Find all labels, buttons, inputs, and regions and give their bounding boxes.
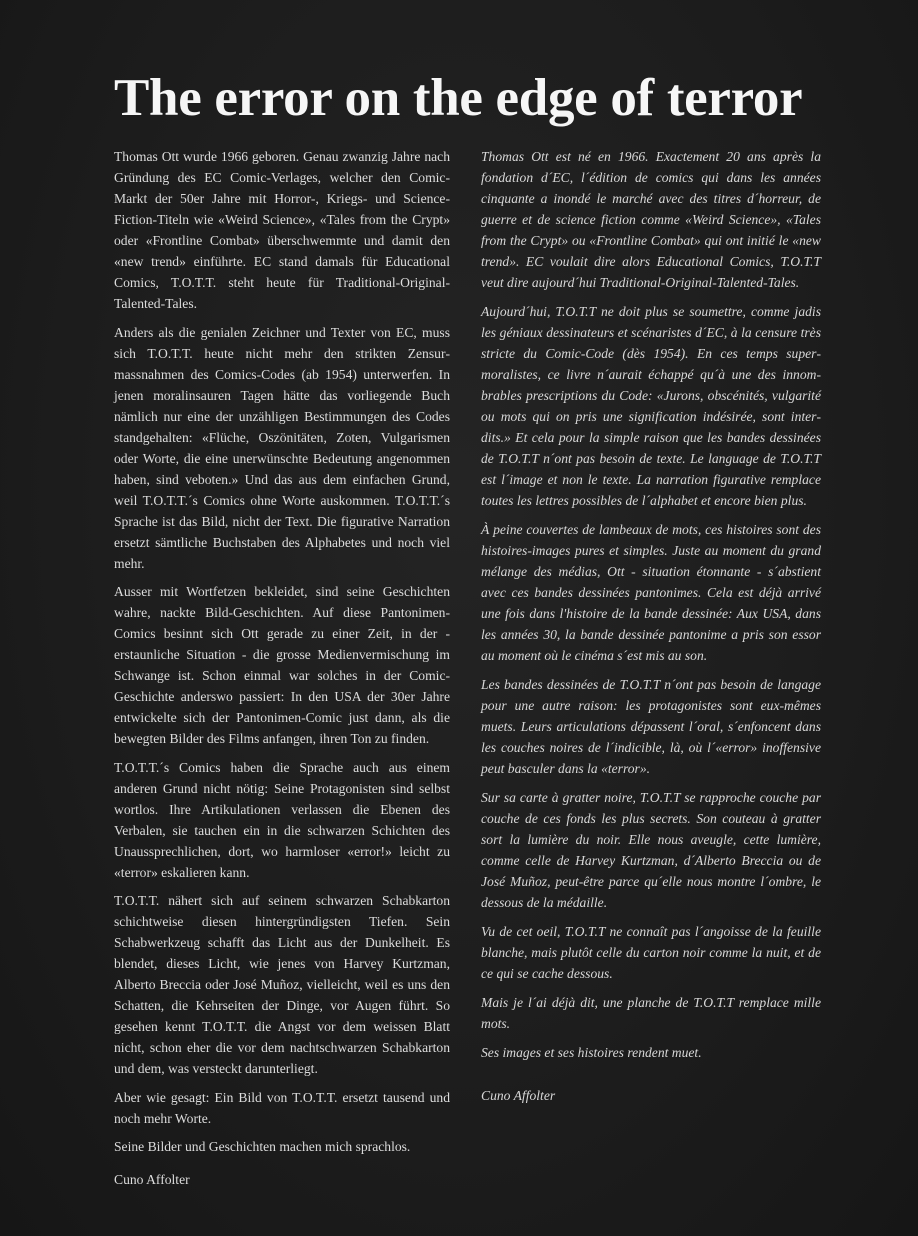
- french-paragraph: À peine couvertes de lambeaux de mots, ces histoires sont des histoires-images pures et simples. Juste au moment du grand mélange des médias, Ott - situation étonnante - s´abstient avec ces bandes dessinées pantonimes. Cela est déjà arrivé une fois dans l'histoire de la bande dessinée: Aux USA, dans les années 30, la bande dessinée pantonime a pris son essor au moment où le cinéma s´est mis au son.: [481, 522, 821, 663]
- french-paragraph: Mais je l´ai déjà dit, une planche de T.O.T.T remplace mille mots.: [481, 995, 821, 1031]
- german-paragraph: T.O.T.T. nähert sich auf seinem schwarzen Schabkarton schichtweise diesen hintergründigsten Tiefen. Sein Schabwerkzeug schafft das Licht aus der Dunkelheit. Es blendet, dieses Licht, wie jenes von Harvey Kurtzman, Alberto Breccia oder José Muñoz, vielleicht, weil es uns den Schatten, die Kehrseiten der Dinge, vor Augen führt. So gesehen kennt T.O.T.T. die Angst vor dem weissen Blatt nicht, schon eher die vor dem nachtschwarzen Schabkarton und dem, was versteckt darunterliegt.: [114, 893, 450, 1076]
- french-signature: Cuno Affolter: [481, 1088, 556, 1103]
- german-paragraph: Ausser mit Wortfetzen bekleidet, sind seine Geschichten wahre, nackte Bild-Geschichten. Auf diese Pantonimen-Comics besinnt sich Ott gerade zu einer Zeit, in der - erstaunliche Situation - die grosse Medienvermischung im Schwange ist. Schon einmal war solches in der Comic-Geschichte anderswo passiert: In den USA der 30er Jahre entwickelte sich der Pantonimen-Comic just dann, als die bewegten Bilder des Films anfangen, ihren Ton zu finden.: [114, 584, 450, 746]
- page-title: The error on the edge of terror: [114, 69, 803, 127]
- french-paragraph: Aujourd´hui, T.O.T.T ne doit plus se soumettre, comme jadis les géniaux dessinateurs et scénaristes d´EC, à la censure très stricte du Comic-Code (dès 1954). En ces temps supermoralistes, ce livre n´aurait échappé qu´à une des innombrables prescriptions du Code: «Jurons, obscénités, vulgarité ou mots qui on pris une signification indésirée, sont interdits.» Et cela pour la simple raison que les bandes dessinées de T.O.T.T n´ont pas besoin de texte. Le language de T.O.T.T est l´image et non le texte. La narration figurative remplace toutes les lettres possibles de l´alphabet et encore bien plus.: [481, 304, 821, 508]
- german-paragraph: Thomas Ott wurde 1966 geboren. Genau zwanzig Jahre nach Gründung des EC Comic-Verlages, welcher den Comic-Markt der 50er Jahre mit Horror-, Kriegs- und Science-Fiction-Titeln wie «Weird Science», «Tales from the Crypt» oder «Frontline Combat» überschwemmte und damit den «new trend» einführte. EC stand damals für Educational Comics, T.O.T.T. steht heute für Traditional-Original-Talented-Tales.: [114, 149, 450, 311]
- french-column: [481, 146, 821, 1114]
- french-paragraph: Thomas Ott est né en 1966. Exactement 20 ans après la fondation d´EC, l´édition de comics qui dans les années cinquante a inondé le marché avec des titres d´horreur, de guerre et de science fiction comme «Weird Science», «Tales from the Crypt» ou «Frontline Combat» qui ont initié le «new trend». EC voulait dire alors Educational Comics, T.O.T.T veut dire aujourd´hui Traditional-Original-Talented-Tales.: [481, 149, 821, 290]
- french-paragraph: Vu de cet oeil, T.O.T.T ne connaît pas l´angoisse de la feuille blanche, mais plutôt celle du carton noir comme la nuit, et de ce qui se cache dessous.: [481, 924, 821, 981]
- german-paragraph: Seine Bilder und Geschichten machen mich sprachlos.: [114, 1139, 411, 1154]
- french-paragraph: Sur sa carte à gratter noire, T.O.T.T se rapproche couche par couche de ces fonds les plus secrets. Son couteau à gratter sort la lumière du noir. Elle nous aveugle, cette lumière, comme celle de Harvey Kurtzman, d´Alberto Breccia ou de José Muñoz, peut-être parce qu´elle nous montre l´ombre, le dessous de la médaille.: [481, 790, 821, 910]
- german-signature: Cuno Affolter: [114, 1172, 190, 1187]
- german-paragraph: Anders als die genialen Zeichner und Texter von EC, muss sich T.O.T.T. heute nicht mehr den strikten Zensurmassnahmen des Comics-Codes (ab 1954) unterwerfen. In jenen moralinsauren Tagen hätte das vorliegende Buch nämlich nur eine der unzähligen Bestimmungen des Codes standgehalten: «Flüche, Oszönitäten, Zoten, Vulgarismen oder Worte, die eine unerwünschte Bedeutung angenommen haben, sind veboten.» Und das aus dem einfachen Grund, weil T.O.T.T.´s Comics ohne Worte auskommen. T.O.T.T.´s Sprache ist das Bild, nicht der Text. Die figurative Narration ersetzt sämtliche Buchstaben des Alphabetes und noch viel mehr.: [114, 324, 450, 571]
- german-paragraph: T.O.T.T.´s Comics haben die Sprache auch aus einem anderen Grund nicht nötig: Seine Protagonisten sind selbst wortlos. Ihre Artikulationen verlassen die Ebenen des Verbalen, sie tauchen ein in die schwarzen Schichten des Unaussprechlichen, dort, wo harmloser «error!» leicht zu «terror» eskalieren kann.: [114, 759, 450, 880]
- german-paragraph: Aber wie gesagt: Ein Bild von T.O.T.T. ersetzt tausend und noch mehr Worte.: [114, 1089, 450, 1126]
- german-column: [114, 146, 450, 1165]
- french-paragraph: Ses images et ses histoires rendent muet.: [481, 1045, 702, 1060]
- french-paragraph: Les bandes dessinées de T.O.T.T n´ont pas besoin de langage pour une autre raison: les protagonistes sont eux-mêmes muets. Leurs articulations dépassent l´oral, s´enfoncent dans les couches noires de l´indicible, là, où l´«error» inoffensive peut basculer dans la «terror».: [481, 677, 821, 776]
